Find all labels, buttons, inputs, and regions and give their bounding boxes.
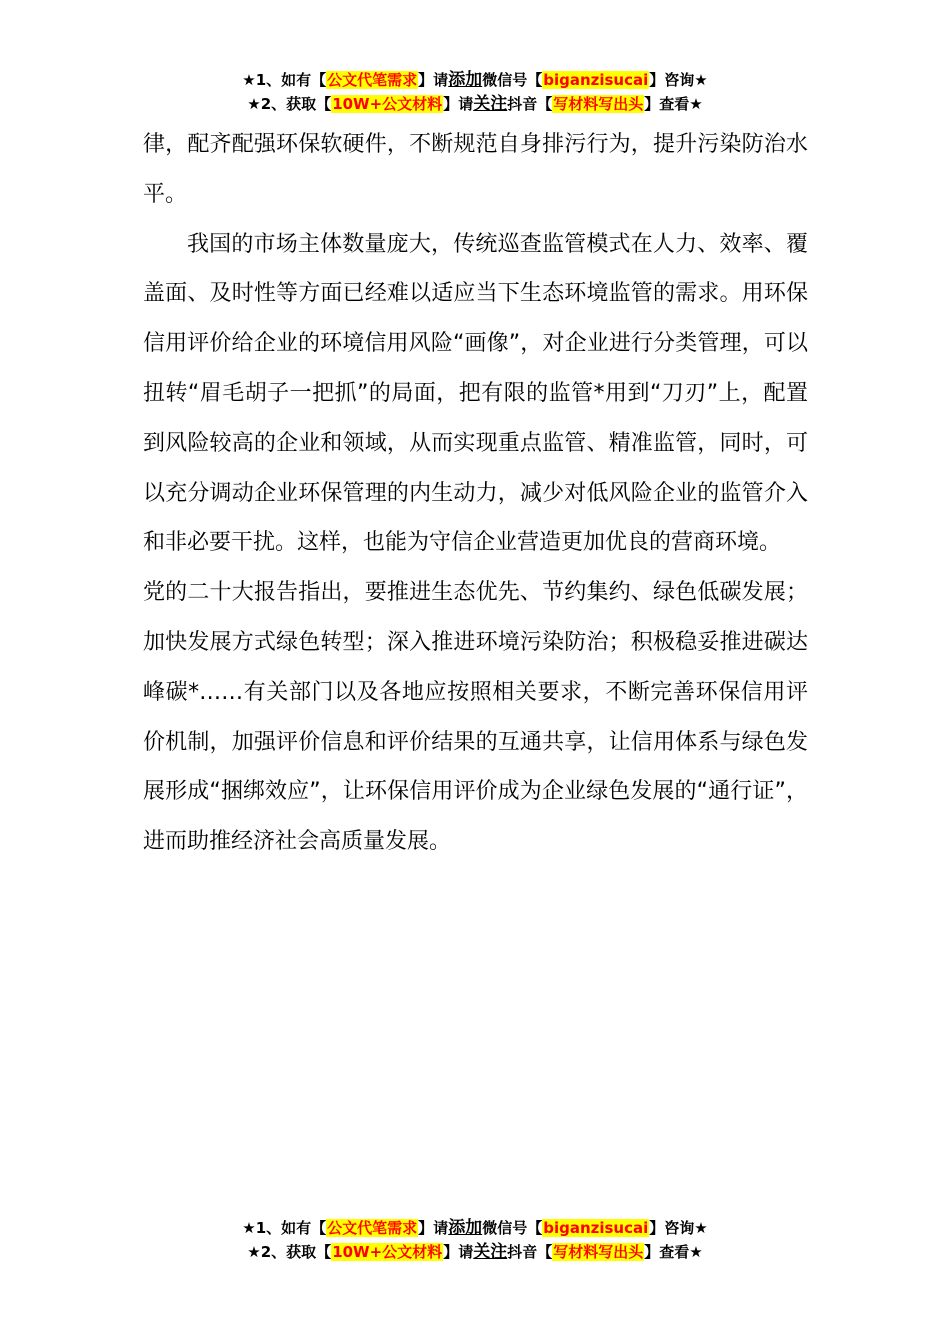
- banner-text: 1、如有【: [255, 1219, 327, 1237]
- star-icon: ★: [242, 71, 256, 89]
- banner-text: 微信号【: [482, 71, 543, 89]
- banner-text: 】咨询: [649, 71, 695, 89]
- paragraph: 党的二十大报告指出，要推进生态优先、节约集约、绿色低碳发展；加快发展方式绿色转型；深入推进环境污染防治；积极稳妥推进碳达峰碳*……有关部门以及各地应按照相关要求，不断完善环保信用评价机制，加强评价信息和评价结果的互通共享，让信用体系与绿色发展形成“捆绑效应”，让环保信用评价成为企业绿色发展的“通行证”，进而助推经济社会高质量发展。: [143, 580, 808, 855]
- banner-emphasis: 添加: [448, 70, 483, 90]
- banner-text: 1、如有【: [255, 71, 327, 89]
- banner-highlight-wechat-id: biganzisucai: [543, 71, 649, 89]
- banner-text: 】请: [443, 1243, 474, 1261]
- banner-text: 】请: [443, 95, 474, 113]
- star-icon: ★: [247, 95, 261, 113]
- banner-text: 微信号【: [482, 1219, 543, 1237]
- paragraph: 我国的市场主体数量庞大，传统巡查监管模式在人力、效率、覆盖面、及时性等方面已经难以适应当下生态环境监管的需求。用环保信用评价给企业的环境信用风险“画像”，对企业进行分类管理，可以扭转“眉毛胡子一把抓”的局面，把有限的监管*用到“刀刃”上，配置到风险较高的企业和领域，从而实现重点监管、精准监管，同时，可以充分调动企业环保管理的内生动力，减少对低风险企业的监管介入和非必要干扰。这样，也能为守信企业营造更加优良的营商环境。: [143, 231, 808, 556]
- banner-highlight-douyin: 写材料写出头: [553, 95, 644, 113]
- document-body: [143, 120, 808, 867]
- banner-highlight-service: 公文代笔需求: [327, 71, 418, 89]
- banner-line-2: [0, 92, 950, 116]
- banner-text: 】查看: [644, 95, 690, 113]
- banner-highlight-materials: 10W+公文材料: [332, 95, 443, 113]
- footer-banner: [0, 1216, 950, 1264]
- banner-line-1: [0, 68, 950, 92]
- banner-text: 】请: [418, 71, 449, 89]
- banner-text: 】请: [418, 1219, 449, 1237]
- banner-highlight-service: 公文代笔需求: [327, 1219, 418, 1237]
- star-icon: ★: [247, 1243, 261, 1261]
- banner-text: 抖音【: [507, 1243, 553, 1261]
- paragraph: 律，配齐配强环保软硬件，不断规范自身排污行为，提升污染防治水平。: [143, 132, 808, 207]
- star-icon: ★: [242, 1219, 256, 1237]
- banner-text: 抖音【: [507, 95, 553, 113]
- star-icon: ★: [694, 71, 708, 89]
- banner-emphasis: 添加: [448, 1218, 483, 1238]
- banner-text: 2、获取【: [260, 95, 332, 113]
- banner-text: 】咨询: [649, 1219, 695, 1237]
- banner-line-2: [0, 1240, 950, 1264]
- star-icon: ★: [689, 1243, 703, 1261]
- banner-highlight-materials: 10W+公文材料: [332, 1243, 443, 1261]
- banner-highlight-douyin: 写材料写出头: [553, 1243, 644, 1261]
- banner-text: 2、获取【: [260, 1243, 332, 1261]
- star-icon: ★: [689, 95, 703, 113]
- star-icon: ★: [694, 1219, 708, 1237]
- banner-line-1: [0, 1216, 950, 1240]
- banner-emphasis: 关注: [473, 1242, 508, 1262]
- banner-text: 】查看: [644, 1243, 690, 1261]
- banner-highlight-wechat-id: biganzisucai: [543, 1219, 649, 1237]
- banner-emphasis: 关注: [473, 94, 508, 114]
- header-banner: [0, 68, 950, 116]
